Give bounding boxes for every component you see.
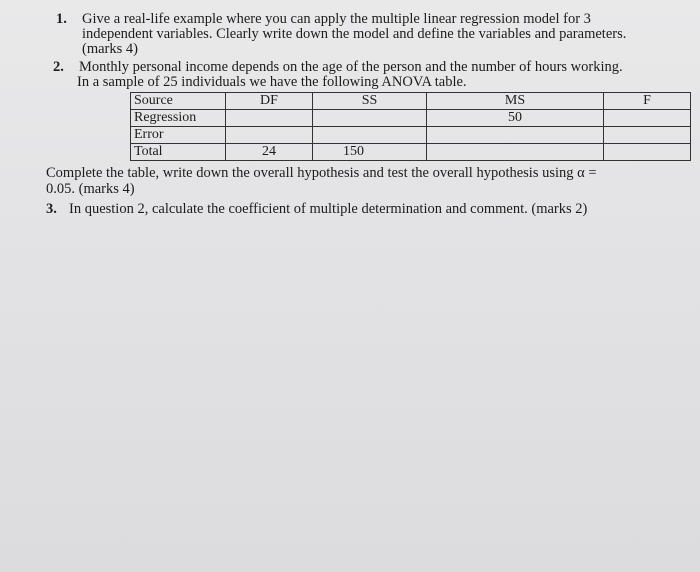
anova-table bbox=[130, 92, 691, 161]
question-2-line-1: Monthly personal income depends on the age of the person and the number of hours working. bbox=[79, 59, 623, 75]
question-2-line-2: In a sample of 25 individuals we have the following ANOVA table. bbox=[77, 74, 467, 90]
question-2-after-line-1: Complete the table, write down the overall hypothesis and test the overall hypothesis using α = bbox=[46, 165, 597, 181]
table-row bbox=[131, 127, 691, 144]
question-3-number: 3. bbox=[46, 201, 57, 217]
cell-total-f bbox=[604, 144, 691, 161]
question-1-line-3: (marks 4) bbox=[82, 41, 138, 57]
cell-regression-source: Regression bbox=[131, 110, 226, 127]
cell-total-df: 24 bbox=[226, 144, 313, 161]
table-row bbox=[131, 110, 691, 127]
question-1-line-1: Give a real-life example where you can apply the multiple linear regression model for 3 bbox=[82, 11, 591, 27]
header-df: DF bbox=[226, 93, 313, 110]
question-1-number: 1. bbox=[56, 11, 67, 27]
cell-total-ms bbox=[427, 144, 604, 161]
cell-total-source: Total bbox=[131, 144, 226, 161]
cell-regression-ss bbox=[313, 110, 427, 127]
cell-error-ss bbox=[313, 127, 427, 144]
header-source: Source bbox=[131, 93, 226, 110]
table-row bbox=[131, 144, 691, 161]
header-ms: MS bbox=[427, 93, 604, 110]
question-1-line-2: independent variables. Clearly write down the model and define the variables and parameters. bbox=[82, 26, 627, 42]
header-f: F bbox=[604, 93, 691, 110]
question-2-after-line-2: 0.05. (marks 4) bbox=[46, 181, 135, 197]
cell-error-source: Error bbox=[131, 127, 226, 144]
cell-regression-f bbox=[604, 110, 691, 127]
question-2-number: 2. bbox=[53, 59, 64, 75]
cell-regression-ms: 50 bbox=[427, 110, 604, 127]
table-header-row bbox=[131, 93, 691, 110]
cell-error-df bbox=[226, 127, 313, 144]
cell-regression-df bbox=[226, 110, 313, 127]
cell-error-ms bbox=[427, 127, 604, 144]
question-3-line-1: In question 2, calculate the coefficient of multiple determination and comment. (marks 2) bbox=[69, 201, 588, 217]
cell-error-f bbox=[604, 127, 691, 144]
header-ss: SS bbox=[313, 93, 427, 110]
cell-total-ss: 150 bbox=[313, 144, 427, 161]
